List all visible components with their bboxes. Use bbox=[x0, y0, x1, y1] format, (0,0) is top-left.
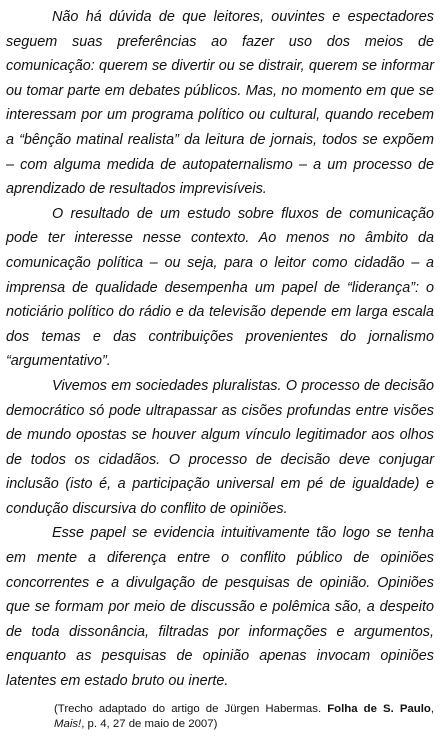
paragraph-1: Não há dúvida de que leitores, ouvintes e espectadores seguem suas preferências ao fazer uso dos meios de comunicação: querem se divertir ou se distrair, querem se informar ou tomar parte em debates públicos. Mas, no momento em que se interessam por um programa político ou cultural, quando recebem a “bênção matinal realista” da leitura de jornais, todos se expõem – com alguma medida de autopaternalismo – a um processo de aprendizado de resultados imprevisíveis. bbox=[6, 9, 434, 198]
newspaper-name: Folha de S. Paulo bbox=[327, 702, 431, 715]
citation-suffix: , p. 4, 27 de maio de 2007) bbox=[81, 717, 218, 730]
citation-prefix: (Trecho adaptado do artigo de Jürgen Habermas. bbox=[54, 702, 328, 715]
paragraph-3: Vivemos em sociedades pluralistas. O processo de decisão democrático só pode ultrapassar as cisões profundas entre visões de mundo opostas se houver algum vínculo legitimador aos olhos de todos os cidadãos. O processo de decisão deve conjugar inclusão (isto é, a participação universal em pé de igualdade) e condução discursiva do conflito de opiniões. bbox=[6, 377, 434, 517]
paragraph-4: Esse papel se evidencia intuitivamente tão logo se tenha em mente a diferença entre o conflito público de opiniões concorrentes e a divulgação de pesquisas de opinião. Opiniões que se formam por meio de discussão e polêmica são, a despeito de toda dissonância, filtradas por informações e argumentos, enquanto as pesquisas de opinião apenas invocam opiniões latentes em estado bruto ou inerte. bbox=[6, 525, 434, 690]
citation-separator: , bbox=[430, 702, 435, 715]
section-name: Mais! bbox=[54, 717, 82, 730]
source-citation bbox=[6, 702, 434, 732]
paragraph-2: O resultado de um estudo sobre fluxos de comunicação pode ter interesse nesse contexto. Ao menos no âmbito da comunicação política – ou seja, para o leitor como cidadão – a imprensa de qualidade desempenha um papel de “liderança”: o noticiário político do rádio e da televisão depende em larga escala dos temas e das contribuições provenientes do jornalismo “argumentativo”. bbox=[6, 205, 434, 370]
